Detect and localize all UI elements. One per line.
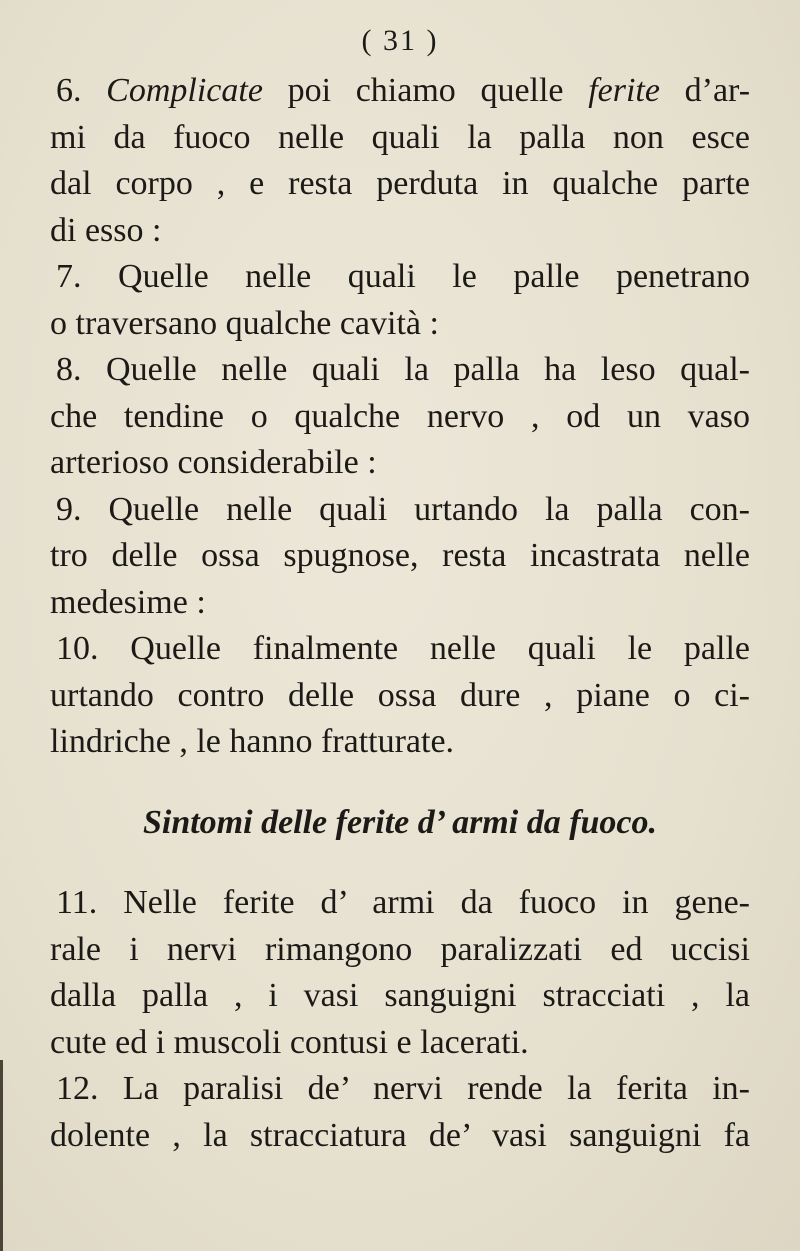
para-6-italic-ferite: ferite bbox=[588, 72, 660, 109]
page-number-header: ( 31 ) bbox=[361, 24, 439, 57]
para-12-line-1: 12. La paralisi de’ nervi rende la ferita in- bbox=[56, 1070, 750, 1107]
page-body bbox=[50, 68, 750, 1159]
para-11-line-4: cute ed i muscoli contusi e lacerati. bbox=[50, 1023, 529, 1061]
para-8-line-3: arterioso considerabile : bbox=[50, 444, 377, 481]
para-6-line-4: di esso : bbox=[50, 211, 162, 249]
para-10-line-1: 10. Quelle finalmente nelle quali le palle bbox=[56, 630, 750, 667]
para-6-line-2: mi da fuoco nelle quali la palla non esce bbox=[50, 118, 750, 156]
para-9-line-2: tro delle ossa spugnose, resta incastrata nelle bbox=[50, 537, 750, 574]
para-11-line-3: dalla palla , i vasi sanguigni stracciati , la bbox=[50, 977, 750, 1014]
para-12-line-2: dolente , la stracciatura de’ vasi sanguigni fa bbox=[50, 1116, 750, 1154]
para-6-italic-complicate: Complicate bbox=[106, 72, 263, 109]
para-8-line-2: che tendine o qualche nervo , od un vaso bbox=[50, 397, 750, 435]
para-9-line-3: medesime : bbox=[50, 583, 206, 621]
para-6-number: 6. bbox=[56, 72, 82, 109]
section-heading: Sintomi delle ferite d’ armi da fuoco. bbox=[142, 803, 658, 841]
para-10-line-2: urtando contro delle ossa dure , piane o ci- bbox=[50, 676, 750, 714]
para-6-line-3: dal corpo , e resta perduta in qualche parte bbox=[50, 165, 750, 202]
spacer bbox=[50, 846, 750, 880]
para-6-line-1 bbox=[50, 68, 750, 115]
para-11-line-1: 11. Nelle ferite d’ armi da fuoco in gene- bbox=[56, 884, 750, 921]
spacer bbox=[50, 766, 750, 800]
para-6-text-a: poi chiamo quelle bbox=[287, 72, 564, 109]
para-7-line-2: o traversano qualche cavità : bbox=[50, 304, 439, 342]
para-10-line-3: lindriche , le hanno fratturate. bbox=[50, 723, 455, 760]
para-9-line-1: 9. Quelle nelle quali urtando la palla con- bbox=[56, 490, 750, 528]
para-8-line-1: 8. Quelle nelle quali la palla ha leso qual- bbox=[56, 351, 750, 388]
para-7-line-1: 7. Quelle nelle quali le palle penetrano bbox=[56, 258, 750, 295]
para-6-text-b: d’ar- bbox=[684, 72, 751, 109]
page-edge-mark bbox=[0, 1060, 3, 1251]
para-11-line-2: rale i nervi rimangono paralizzati ed uccisi bbox=[50, 930, 750, 968]
